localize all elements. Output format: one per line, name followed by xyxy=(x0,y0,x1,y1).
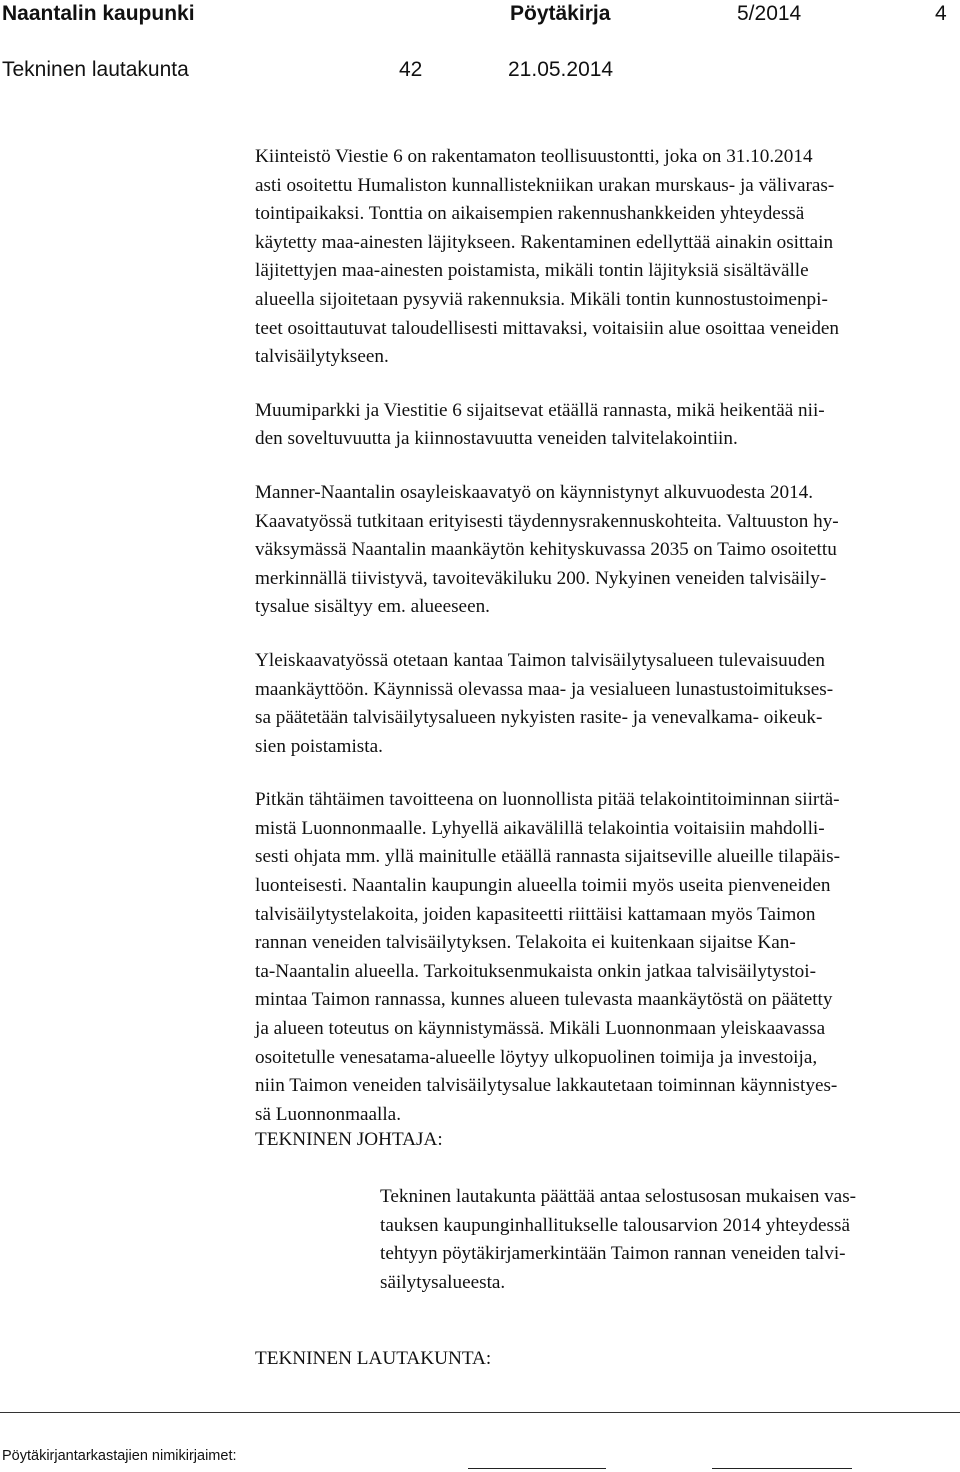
footer-initials-label: Pöytäkirjantarkastajien nimikirjaimet: xyxy=(2,1448,237,1464)
page-number: 4 xyxy=(935,2,947,25)
document-header xyxy=(0,0,960,100)
text-line: den soveltuvuutta ja kiinnostavuutta veneiden talvitelakointiin. xyxy=(255,428,738,450)
document-type: Pöytäkirja xyxy=(510,2,611,25)
text-line: käytetty maa-ainesten läjitykseen. Rakentaminen edellyttää ainakin osittain xyxy=(255,231,834,253)
text-line: läjitettyjen maa-ainesten poistamista, mikäli tontin läjityksiä sisältävälle xyxy=(255,260,809,282)
text-line: mintaa Taimon rannassa, kunnes alueen tulevasta maankäytöstä on päätetty xyxy=(255,989,833,1011)
text-line: talvisäilytystelakoita, joiden kapasiteetti riittäisi kattamaan myös Taimon xyxy=(255,903,816,925)
signature-line xyxy=(468,1468,606,1469)
footer-divider xyxy=(0,1412,960,1413)
text-line: sa päätetään talvisäilytysalueen nykyisten rasite- ja venevalkama- oikeuk- xyxy=(255,707,823,729)
paragraph xyxy=(255,479,955,622)
text-line: sesti ohjata mm. yllä mainitulle etäällä rannasta sijaitseville alueille tilapäis- xyxy=(255,846,841,868)
text-line: tehtyyn pöytäkirjamerkintään Taimon rannan veneiden talvi- xyxy=(380,1243,846,1264)
committee-heading: TEKNINEN LAUTAKUNTA: xyxy=(255,1348,492,1369)
text-line: Kaavatyössä tutkitaan erityisesti täydennysrakennuskohteita. Valtuuston hy- xyxy=(255,510,839,532)
director-heading: TEKNINEN JOHTAJA: xyxy=(255,1129,443,1150)
text-line: rannan veneiden talvisäilytyksen. Telakoita ei kuitenkaan sijaitse Kan- xyxy=(255,932,796,954)
organization-name: Naantalin kaupunki xyxy=(2,2,195,25)
text-line: asti osoitettu Humaliston kunnallistekniikan urakan murskaus- ja välivaras- xyxy=(255,174,835,196)
paragraph xyxy=(255,397,955,454)
decision-proposal xyxy=(380,1183,960,1297)
paragraph xyxy=(255,786,955,1129)
text-line: tauksen kaupunginhallitukselle talousarvion 2014 yhteydessä xyxy=(380,1214,851,1236)
text-line: talvisäilytykseen. xyxy=(255,346,389,368)
text-line: Kiinteistö Viestie 6 on rakentamaton teollisuustontti, joka on 31.10.2014 xyxy=(255,146,813,167)
text-line: maankäyttöön. Käynnissä olevassa maa- ja vesialueen lunastustoimitukses- xyxy=(255,678,834,700)
text-line: Muumiparkki ja Viestitie 6 sijaitsevat etäällä rannasta, mikä heikentää nii- xyxy=(255,399,825,421)
text-line: väksymässä Naantalin maankäytön kehityskuvassa 2035 on Taimo osoitettu xyxy=(255,539,837,561)
text-line: mistä Luonnonmaalle. Lyhyellä aikavälillä telakointia voitaisiin mahdolli- xyxy=(255,817,825,839)
text-line: luonteisesti. Naantalin kaupungin alueella toimii myös useita pienveneiden xyxy=(255,875,831,897)
text-line: sien poistamista. xyxy=(255,735,383,757)
body-text xyxy=(255,143,955,1154)
text-line: niin Taimon veneiden talvisäilytysalue lakkautetaan toiminnan käynnistyes- xyxy=(255,1075,838,1097)
text-line: teet osoittautuvat taloudellisesti mittavaksi, voitaisiin alue osoittaa veneiden xyxy=(255,317,840,339)
meeting-date: 21.05.2014 xyxy=(508,58,614,81)
paragraph xyxy=(255,647,955,761)
text-line: Tekninen lautakunta päättää antaa selostusosan mukaisen vas- xyxy=(380,1186,857,1207)
document-number: 5/2014 xyxy=(737,2,802,25)
committee-name: Tekninen lautakunta xyxy=(2,58,189,81)
text-line: ta-Naantalin alueella. Tarkoituksenmukaista onkin jatkaa talvisäilytystoi- xyxy=(255,960,816,982)
section-number: 42 xyxy=(399,58,423,81)
text-line: sä Luonnonmaalla. xyxy=(255,1103,401,1125)
text-line: merkinnällä tiivistyvä, tavoiteväkiluku 200. Nykyinen veneiden talvisäily- xyxy=(255,567,827,589)
text-line: Yleiskaavatyössä otetaan kantaa Taimon talvisäilytysalueen tulevaisuuden xyxy=(255,649,826,671)
text-line: ja alueen toteutus on käynnistymässä. Mikäli Luonnonmaan yleiskaavassa xyxy=(255,1018,826,1040)
text-line: säilytysalueesta. xyxy=(380,1271,506,1293)
paragraph xyxy=(255,143,955,372)
text-line: alueella sijoitetaan pysyviä rakennuksia. Mikäli tontin kunnostustoimenpi- xyxy=(255,288,828,310)
text-line: Manner-Naantalin osayleiskaavatyö on käynnistynyt alkuvuodesta 2014. xyxy=(255,481,814,503)
signature-line xyxy=(712,1468,852,1469)
text-line: tointipaikaksi. Tonttia on aikaisempien rakennushankkeiden yhteydessä xyxy=(255,203,805,225)
text-line: osoitetulle venesatama-alueelle löytyy ulkopuolinen toimija ja investoija, xyxy=(255,1046,818,1068)
text-line: tysalue sisältyy em. alueeseen. xyxy=(255,596,490,618)
text-line: Pitkän tähtäimen tavoitteena on luonnollista pitää telakointitoiminnan siirtä- xyxy=(255,789,840,811)
